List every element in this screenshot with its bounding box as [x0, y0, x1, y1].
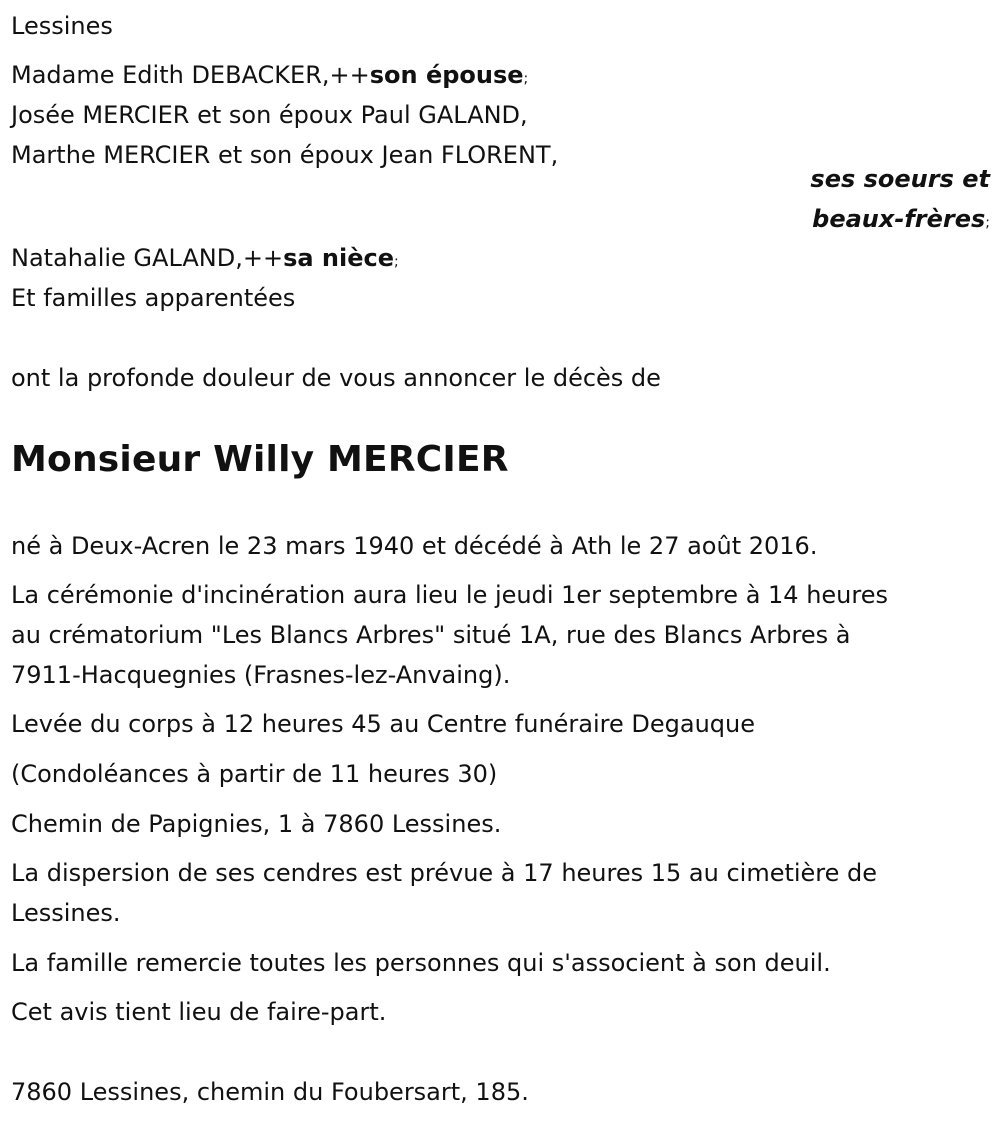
dispersion-line-1: La dispersion de ses cendres est prévue à 17 heures 15 au cimetière de	[11, 859, 878, 887]
separator: ;	[985, 215, 990, 231]
niece-relation: sa nièce	[283, 244, 394, 272]
sister-1-line: Josée MERCIER et son époux Paul GALAND,	[11, 101, 528, 129]
spouse-relation: son épouse	[369, 61, 524, 89]
thanks-line: La famille remercie toutes les personnes qui s'associent à son deuil.	[11, 949, 831, 977]
dispersion-line-2: Lessines.	[11, 899, 121, 927]
separator: ;	[523, 71, 529, 87]
ceremony-line-3: 7911-Hacquegnies (Frasnes-lez-Anvaing).	[11, 661, 511, 689]
spouse-name: Madame Edith DEBACKER,++	[11, 61, 370, 89]
home-address-line: 7860 Lessines, chemin du Foubersart, 185.	[11, 1078, 529, 1106]
condolences-line: (Condoléances à partir de 11 heures 30)	[11, 760, 498, 788]
niece-name: Natahalie GALAND,++	[11, 244, 284, 272]
niece-line	[11, 238, 399, 282]
sisters-relation-text: beaux-frères	[812, 205, 986, 233]
city-header: Lessines	[11, 12, 113, 40]
deceased-name: Monsieur Willy MERCIER	[11, 439, 509, 480]
spouse-line	[11, 55, 528, 99]
sisters-relation-line-1: ses soeurs et	[810, 165, 990, 193]
separator: ;	[394, 254, 399, 270]
birth-death-line: né à Deux-Acren le 23 mars 1940 et décédé à Ath le 27 août 2016.	[11, 532, 818, 560]
ceremony-line-1: La cérémonie d'incinération aura lieu le jeudi 1er septembre à 14 heures	[11, 581, 888, 609]
ceremony-line-2: au crématorium "Les Blancs Arbres" situé 1A, rue des Blancs Arbres à	[11, 621, 851, 649]
sister-2-line: Marthe MERCIER et son époux Jean FLORENT,	[11, 141, 559, 169]
sisters-relation-line-2	[812, 199, 990, 243]
levee-line: Levée du corps à 12 heures 45 au Centre funéraire Degauque	[11, 710, 756, 738]
other-family-line: Et familles apparentées	[11, 284, 296, 312]
funeral-address-line: Chemin de Papignies, 1 à 7860 Lessines.	[11, 810, 502, 838]
announcement-line: ont la profonde douleur de vous annoncer le décès de	[11, 364, 661, 392]
notice-line: Cet avis tient lieu de faire-part.	[11, 998, 387, 1026]
